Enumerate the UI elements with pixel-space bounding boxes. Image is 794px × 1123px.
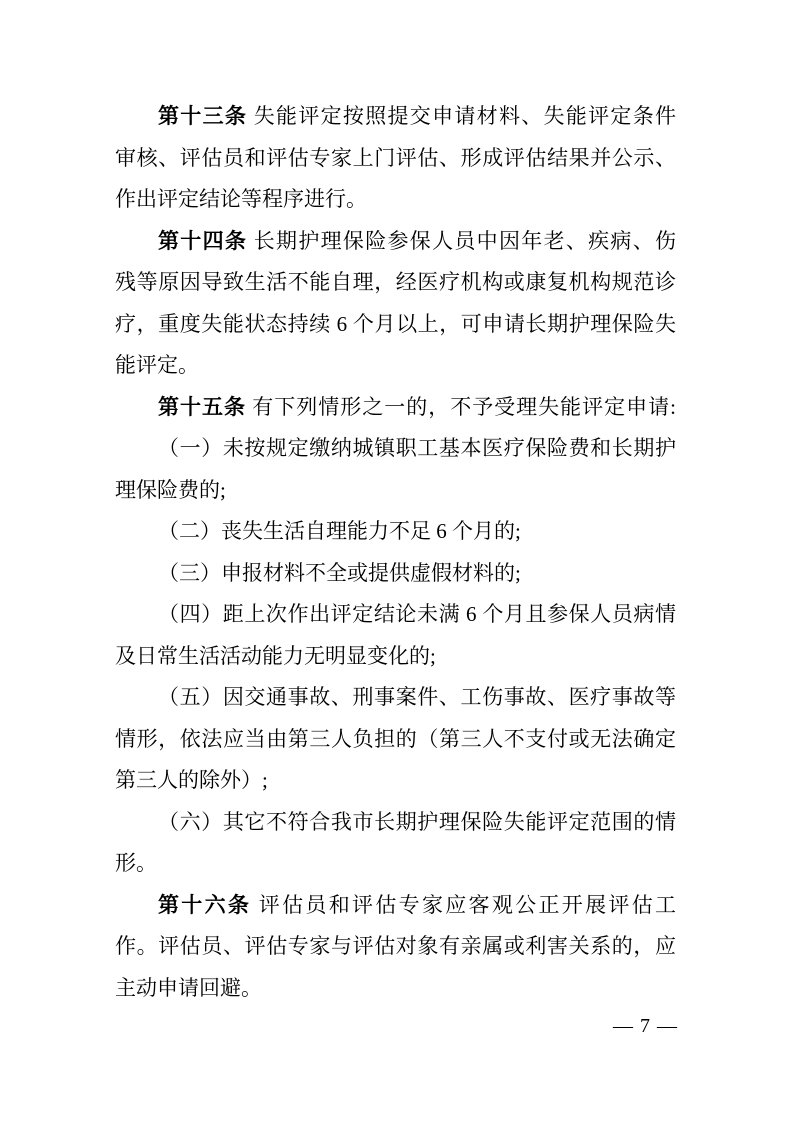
- text-line: （三）申报材料不全或提供虚假材料的;: [158, 560, 521, 585]
- text-line: [115, 387, 676, 429]
- text-line: 疗，重度失能状态持续 6 个月以上，可申请长期护理保险失: [115, 311, 676, 336]
- article-heading: 第十五条: [158, 395, 246, 419]
- article-heading: 第十三条: [158, 105, 248, 128]
- text-line: [115, 96, 676, 138]
- text-line: 主动申请回避。: [115, 975, 262, 1000]
- text-run: 失能评定按照提交申请材料、失能评定条件: [247, 104, 677, 128]
- document-body: [115, 96, 676, 1009]
- text-line: [115, 885, 676, 927]
- text-line: 及日常生活活动能力无明显变化的;: [115, 643, 436, 668]
- text-run: 长期护理保险参保人员中因年老、疾病、伤: [247, 228, 677, 253]
- text-run: 评估员和评估专家应客观公正开展评估工: [251, 892, 677, 917]
- text-line: 理保险费的;: [115, 477, 226, 502]
- text-line: 情形，依法应当由第三人负担的（第三人不支付或无法确定: [115, 726, 676, 751]
- text-line: （二）丧失生活自理能力不足 6 个月的;: [158, 519, 521, 543]
- text-line: （五）因交通事故、刑事案件、工伤事故、医疗事故等: [158, 685, 676, 709]
- text-line: 残等原因导致生活不能自理，经医疗机构或康复机构规范诊: [115, 270, 676, 294]
- text-line: 形。: [115, 851, 157, 875]
- page-number: — 7 —: [613, 1015, 678, 1037]
- text-line: （六）其它不符合我市长期护理保险失能评定范围的情: [158, 809, 676, 834]
- text-line: 作出评定结论等程序进行。: [115, 187, 367, 211]
- text-line: [115, 221, 676, 263]
- text-line: 能评定。: [115, 353, 199, 377]
- article-heading: 第十六条: [158, 893, 252, 917]
- text-run: 有下列情形之一的，不予受理失能评定申请:: [245, 394, 676, 419]
- text-line: 第三人的除外）;: [115, 768, 268, 792]
- text-line: （四）距上次作出评定结论未满 6 个月且参保人员病情: [158, 602, 676, 626]
- text-line: 作。评估员、评估专家与评估对象有亲属或利害关系的，应: [115, 934, 676, 958]
- article-heading: 第十四条: [158, 229, 248, 253]
- text-line: （一）未按规定缴纳城镇职工基本医疗保险费和长期护: [158, 436, 676, 460]
- text-line: 审核、评估员和评估专家上门评估、形成评估结果并公示、: [115, 145, 676, 170]
